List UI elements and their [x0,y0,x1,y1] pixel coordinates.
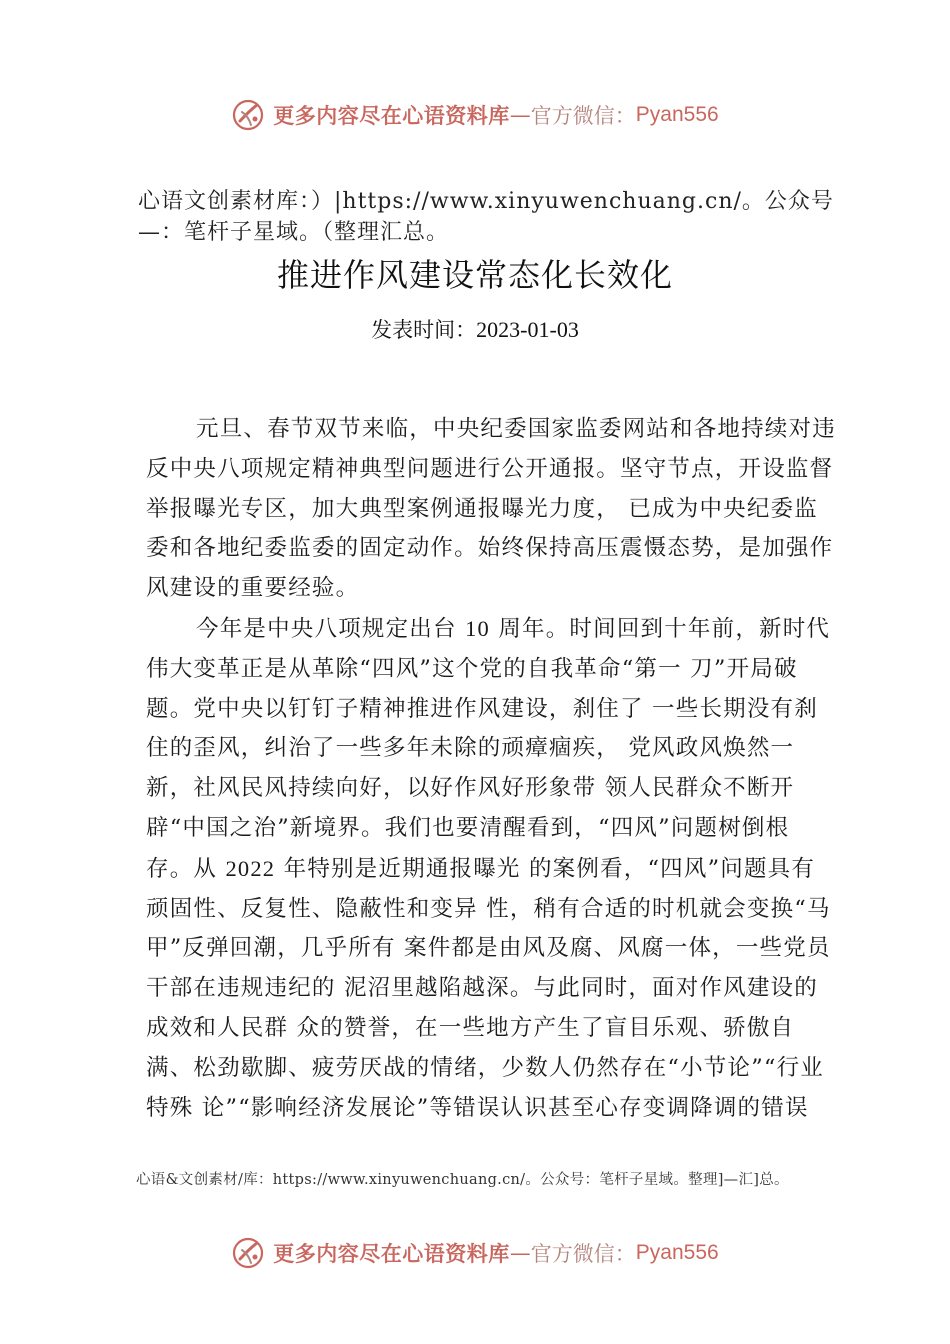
article-title: 推进作风建设常态化长效化 [276,256,673,294]
banner-main-text: 更多内容尽在心语资料库 [273,104,510,128]
bottom-banner [0,1233,950,1273]
banner-label: 官方微信： [530,1242,636,1266]
paragraph-2-part-c: 年特别是近期通报曝光 的案例看，“四风”问题具有顽固性、反复性、隐蔽性和变异 性，稍有合适的时机就会变换“马甲”反弹回潮，几乎所有 案件都是由风及腐、风腐一体，一些党员干部在违规违纪的 泥沼里越陷越深。与此同时，面对作风建设的成效和人民群 众的赞誉，在一些地方产生了盲目乐观、骄傲自满、松劲歇脚、疲劳厌战的情绪，少数人仍然存在“小节论”“行业特殊 论”“影响经济发展论”等错误认识甚至心存变调降调的错误 [146,855,831,1121]
banner-main-text: 更多内容尽在心语资料库 [273,1242,510,1266]
banner-label: 官方微信： [530,104,636,128]
banner-wechat-id: Pyan556 [635,1241,719,1264]
banner-wechat-id: Pyan556 [635,103,719,126]
paragraph-1: 元旦、春节双节来临，中央纪委国家监委网站和各地持续对违反中央八项规定精神典型问题进行公开通报。坚守节点，开设监督举报曝光专区，加大典型案例通报曝光力度， 已成为中央纪委监委和各地纪委监委的固定动作。始终保持高压震慑态势，是加强作风建设的重要经验。 [146,416,836,602]
brush-logo-icon [231,98,265,132]
paragraph-2-number-1: 10 [465,615,490,641]
paragraph-2 [146,609,836,1128]
banner-dash: — [509,1241,531,1265]
top-banner [0,95,950,135]
header-source-note: 心语文创素材库：）|https://www.xinyuwenchuang.cn/。公众号—：笔杆子星域。（整理汇总。 [138,189,834,245]
publish-date [0,314,950,344]
paragraph-2-number-2: 2022 [225,855,276,881]
banner-dash: — [509,103,531,127]
article-body [146,410,836,1128]
paragraph-2-part-a: 今年是中央八项规定出台 [196,615,466,642]
brush-logo-icon [231,1236,265,1270]
publish-date-label: 发表时间： [371,318,477,342]
publish-date-value: 2023-01-03 [476,317,579,342]
paragraph-2-part-b: 周年。时间回到十年前，新时代伟大变革正是从革除“四风”这个党的自我革命“第一 刀”开局破题。党中央以钉钉子精神推进作风建设，刹住了 一些长期没有刹住的歪风，纠治了一些多年未除的顽瘴痼疾， 党风政风焕然一新，社风民风持续向好，以好作风好形象带 领人民群众不断开辟“中国之治”新境界。我们也要清醒看到，“四风”问题树倒根存。从 [146,615,831,882]
footer-source-note: 心语&文创素材/库：https://www.xinyuwenchuang.cn/。公众号：笔杆子星域。整理]—汇]总。 [136,1172,789,1188]
